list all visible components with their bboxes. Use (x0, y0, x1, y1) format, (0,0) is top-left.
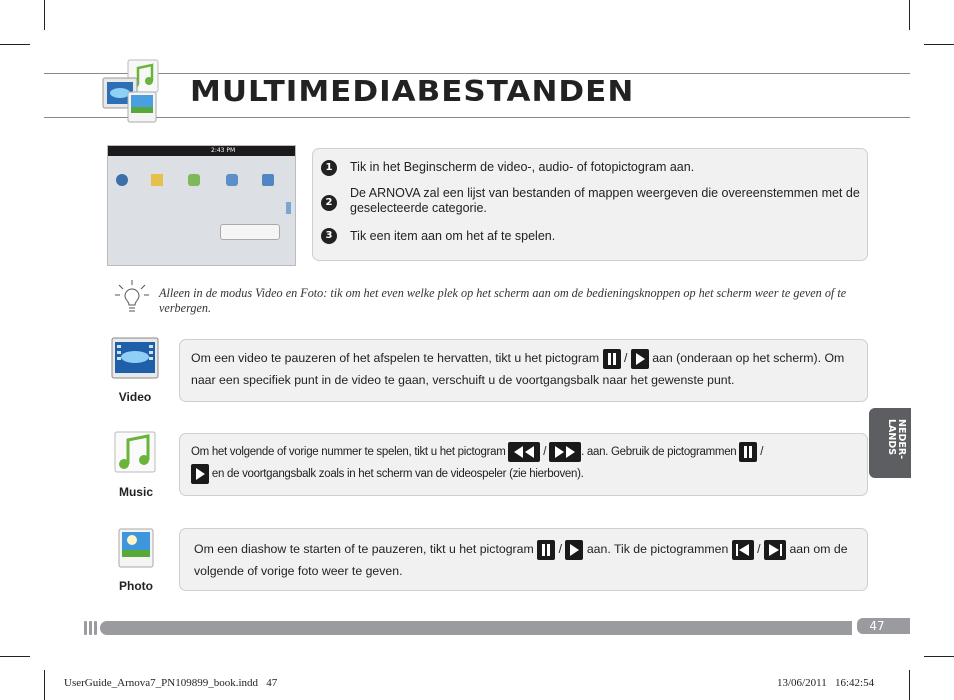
play-icon (191, 464, 209, 484)
previous-track-icon (508, 442, 540, 462)
language-tab (869, 408, 911, 478)
pause-icon (537, 540, 555, 560)
status-time: 2:43 PM (211, 147, 236, 154)
crop-mark (44, 0, 45, 30)
status-bar (108, 146, 295, 156)
step-text-2: De ARNOVA zal een lijst van bestanden of mappen weergeven die overeenstemmen met de geselecteerde categorie. (350, 186, 860, 215)
footer-stripe (84, 621, 87, 635)
play-icon (631, 349, 649, 369)
photo-text: Om een diashow te starten of te pauzeren, tikt u het pictogram / aan. Tik de pictogrammen / aan om de volgende of vorige foto weer te geven. (194, 538, 856, 582)
step-number-2: 2 (321, 195, 337, 211)
play-icon (565, 540, 583, 560)
crop-mark (909, 0, 910, 30)
header-rule-top (44, 73, 910, 74)
lightbulb-icon (114, 279, 150, 315)
footer-stripe (89, 621, 92, 635)
language-tab-label: NEDER- LANDS (886, 419, 907, 460)
music-icon (114, 430, 158, 474)
slug-right: 13/06/2011 16:42:54 (777, 677, 875, 689)
next-track-icon (549, 442, 581, 462)
crop-mark (44, 670, 45, 700)
app-icon (188, 174, 200, 186)
crop-mark (0, 656, 30, 657)
step-number-1: 1 (321, 160, 337, 176)
photo-label: Photo (119, 579, 153, 593)
page-number-box (857, 618, 910, 634)
video-label: Video (118, 390, 152, 404)
side-widget (286, 202, 291, 214)
step-number-3: 3 (321, 228, 337, 244)
header-rule-bottom (44, 117, 910, 118)
previous-photo-icon (732, 540, 754, 560)
crop-mark (924, 656, 954, 657)
page-number: 47 (869, 619, 885, 633)
app-icon (151, 174, 163, 186)
multimedia-icon (100, 56, 162, 124)
crop-mark (0, 44, 30, 45)
app-icon (262, 174, 274, 186)
home-screen-screenshot (107, 145, 296, 266)
page-title: MULTIMEDIABESTANDEN (190, 75, 635, 109)
slug-left: UserGuide_Arnova7_PN109899_book.indd 47 (64, 677, 278, 689)
next-photo-icon (764, 540, 786, 560)
pause-icon (603, 349, 621, 369)
tip-text: Alleen in de modus Video en Foto: tik om het even welke plek op het scherm aan om de bedieningsknoppen op het scherm weer te geven of te verbergen. (159, 286, 847, 315)
music-label: Music (118, 485, 153, 499)
photo-icon (118, 528, 154, 568)
step-text-3: Tik een item aan om het af te spelen. (350, 229, 556, 243)
crop-mark (924, 44, 954, 45)
footer-stripe (94, 621, 97, 635)
video-text: Om een video te pauzeren of het afspelen te hervatten, tikt u het pictogram / aan (onderaan op het scherm). Om naar een specifiek punt in de video te gaan, verschuift u de voortgangsbalk naar het gewenste punt. (191, 347, 856, 391)
app-icon (226, 174, 238, 186)
footer-bar (100, 621, 852, 635)
crop-mark (909, 670, 910, 700)
search-widget (220, 224, 280, 240)
pause-icon (739, 442, 757, 462)
video-icon (111, 337, 159, 379)
step-text-1: Tik in het Beginscherm de video-, audio- of fotopictogram aan. (350, 160, 695, 174)
music-text: Om het volgende of vorige nummer te spelen, tikt u het pictogram / . aan. Gebruik de pictogrammen / en de voortgangsbalk zoals in het scherm van de videospeler (zie hierboven). (191, 441, 859, 485)
app-icon (116, 174, 128, 186)
